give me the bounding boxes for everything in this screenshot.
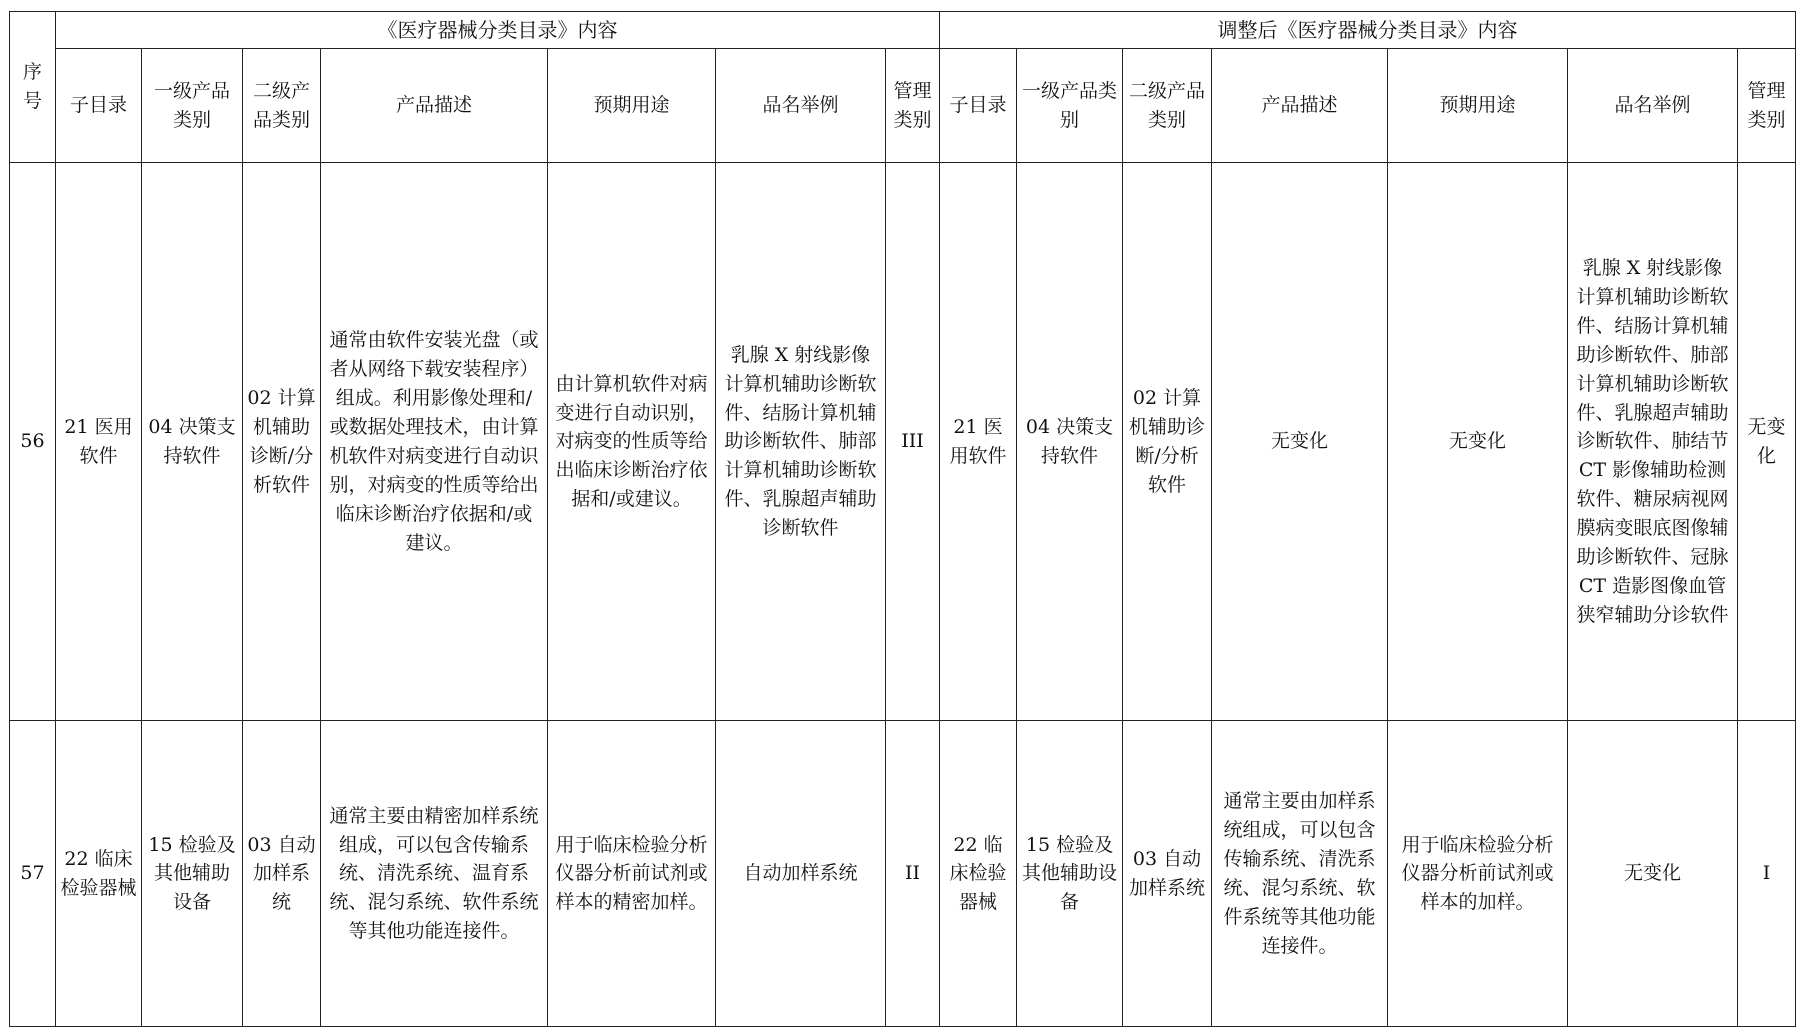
row-class-adjusted: 无变化 <box>1738 163 1796 721</box>
row-seq: 57 <box>10 721 56 1027</box>
header-group-adjusted: 调整后《医疗器械分类目录》内容 <box>940 12 1796 49</box>
header-level1: 一级产品类别 <box>142 49 243 163</box>
row-level1-adjusted: 15 检验及其他辅助设备 <box>1017 721 1123 1027</box>
header-subcatalog-adjusted: 子目录 <box>940 49 1017 163</box>
header-subcatalog: 子目录 <box>56 49 142 163</box>
row-examples: 自动加样系统 <box>716 721 886 1027</box>
table-row-56 <box>10 163 1796 721</box>
row-class: III <box>886 163 940 721</box>
row-level2-adjusted: 03 自动加样系统 <box>1123 721 1212 1027</box>
row-subcatalog-adjusted: 22 临床检验器械 <box>940 721 1017 1027</box>
header-intended-use: 预期用途 <box>548 49 716 163</box>
header-class-adjusted: 管理类别 <box>1738 49 1796 163</box>
row-description-adjusted: 无变化 <box>1212 163 1388 721</box>
row-subcatalog-adjusted: 21 医用软件 <box>940 163 1017 721</box>
row-examples: 乳腺 X 射线影像计算机辅助诊断软件、结肠计算机辅助诊断软件、肺部计算机辅助诊断软件、乳腺超声辅助诊断软件 <box>716 163 886 721</box>
row-class: II <box>886 721 940 1027</box>
row-intended-use: 由计算机软件对病变进行自动识别，对病变的性质等给出临床诊断治疗依据和/或建议。 <box>548 163 716 721</box>
row-level1-adjusted: 04 决策支持软件 <box>1017 163 1123 721</box>
row-description: 通常由软件安装光盘（或者从网络下载安装程序）组成。利用影像处理和/或数据处理技术，由计算机软件对病变进行自动识别，对病变的性质等给出临床诊断治疗依据和/或建议。 <box>321 163 548 721</box>
header-examples-adjusted: 品名举例 <box>1568 49 1738 163</box>
catalog-adjustment-table <box>9 11 1796 1027</box>
row-examples-adjusted: 无变化 <box>1568 721 1738 1027</box>
row-level1: 15 检验及其他辅助设备 <box>142 721 243 1027</box>
header-seq: 序号 <box>10 12 56 163</box>
header-level1-adjusted: 一级产品类别 <box>1017 49 1123 163</box>
row-subcatalog: 22 临床检验器械 <box>56 721 142 1027</box>
row-intended-use-adjusted: 用于临床检验分析仪器分析前试剂或样本的加样。 <box>1388 721 1568 1027</box>
row-level2: 03 自动加样系统 <box>243 721 321 1027</box>
row-class-adjusted: I <box>1738 721 1796 1027</box>
row-intended-use: 用于临床检验分析仪器分析前试剂或样本的精密加样。 <box>548 721 716 1027</box>
header-description-adjusted: 产品描述 <box>1212 49 1388 163</box>
header-intended-use-adjusted: 预期用途 <box>1388 49 1568 163</box>
header-group-original: 《医疗器械分类目录》内容 <box>56 12 940 49</box>
table-row-57 <box>10 721 1796 1027</box>
row-subcatalog: 21 医用软件 <box>56 163 142 721</box>
header-description: 产品描述 <box>321 49 548 163</box>
row-seq: 56 <box>10 163 56 721</box>
header-class: 管理类别 <box>886 49 940 163</box>
header-examples: 品名举例 <box>716 49 886 163</box>
header-row-columns <box>10 49 1796 163</box>
header-level2-adjusted: 二级产品类别 <box>1123 49 1212 163</box>
row-description: 通常主要由精密加样系统组成，可以包含传输系统、清洗系统、温育系统、混匀系统、软件系统等其他功能连接件。 <box>321 721 548 1027</box>
header-row-groups <box>10 12 1796 49</box>
row-level1: 04 决策支持软件 <box>142 163 243 721</box>
row-description-adjusted: 通常主要由加样系统组成，可以包含传输系统、清洗系统、混匀系统、软件系统等其他功能连接件。 <box>1212 721 1388 1027</box>
row-level2: 02 计算机辅助诊断/分析软件 <box>243 163 321 721</box>
row-examples-adjusted: 乳腺 X 射线影像计算机辅助诊断软件、结肠计算机辅助诊断软件、肺部计算机辅助诊断软件、乳腺超声辅助诊断软件、肺结节 CT 影像辅助检测软件、糖尿病视网膜病变眼底图像辅助诊断软件、冠脉 CT 造影图像血管狭窄辅助分诊软件 <box>1568 163 1738 721</box>
row-intended-use-adjusted: 无变化 <box>1388 163 1568 721</box>
row-level2-adjusted: 02 计算机辅助诊断/分析软件 <box>1123 163 1212 721</box>
header-level2: 二级产品类别 <box>243 49 321 163</box>
